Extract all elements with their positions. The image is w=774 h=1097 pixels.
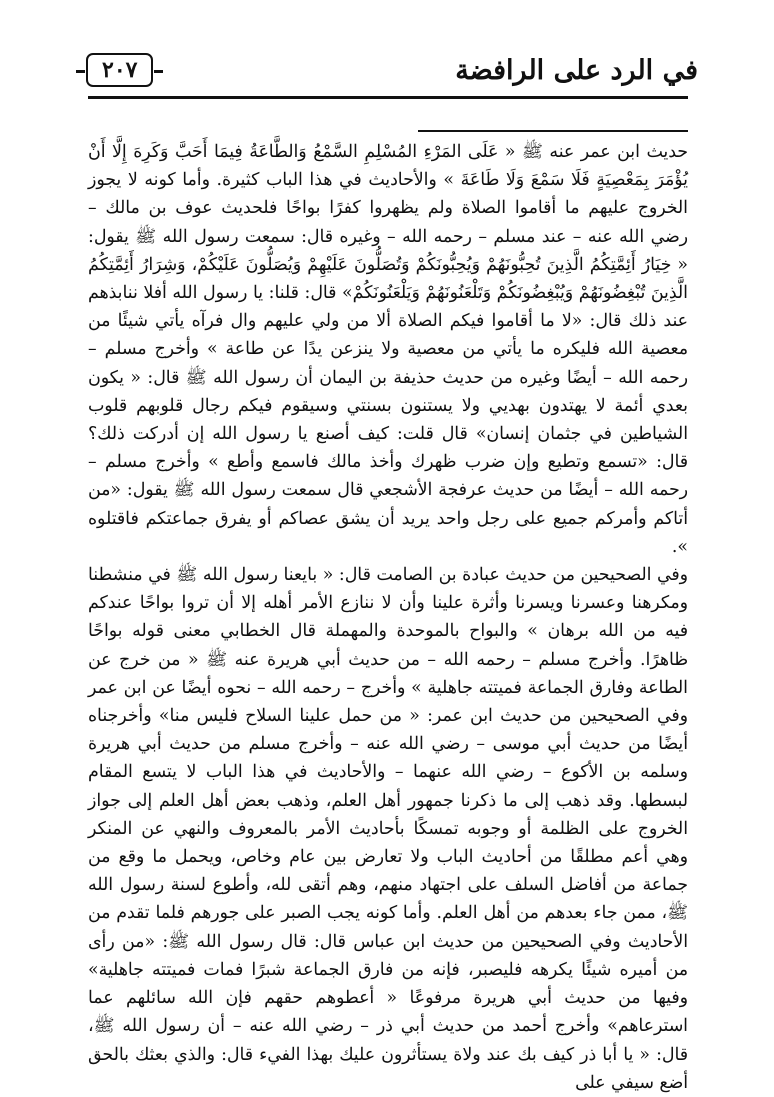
section-rule (418, 130, 688, 132)
page-number: ٢٠٧ (86, 53, 153, 87)
paragraph: وفي الصحيحين من حديث عبادة بن الصامت قال: « بايعنا رسول الله ﷺ في منشطنا ومكرهنا وعسرنا ويسرنا وأثرة علينا وأن لا ننازع الأمر أهله إلا أن تروا بواحًا عندكم فيه من الله برهان » والبواح بالموحدة والمهملة قال الخطابي معنى قوله بواحًا ظاهرًا. وأخرج مسلم – رحمه الله – من حديث أبي هريرة عنه ﷺ « من خرج عن الطاعة وفارق الجماعة فميتته جاهلية » وأخرج – رحمه الله – نحوه أيضًا عن ابن عمر وفي الصحيحين من حديث ابن عمر: « من حمل علينا السلاح فليس منا» وأخرجناه أيضًا من حديث أبي موسى – رضي الله عنه – وأخرج مسلم من حديث أبي هريرة وسلمه بن الأكوع – رضي الله عنهما – والأحاديث في هذا الباب لا يتسع المقام لبسطها. وقد ذهب إلى ما ذكرنا جمهور أهل العلم، وذهب بعض أهل العلم إلى جواز الخروج على الظلمة أو وجوبه تمسكًا بأحاديث الأمر بالمعروف والنهي عن المنكر وهي أعم مطلقًا من أحاديث الباب ولا تعارض بين عام وخاص، ويحمل ما وقع من جماعة من أفاضل السلف على اجتهاد منهم، وهم أتقى لله، وأطوع لسنة رسول الله ﷺ، ممن جاء بعدهم من أهل العلم. وأما كونه يجب الصبر على جورهم فلما تقدم من الأحاديث وفي الصحيحين من حديث ابن عباس قال: قال رسول الله ﷺ: «من رأى من أميره شيئًا يكرهه فليصبر، فإنه من فارق الجماعة شبرًا فمات فميتته جاهلية» وفيها من حديث أبي هريرة مرفوعًا « أعطوهم حقهم فإن الله سائلهم عما استرعاهم» وأخرج أحمد من حديث أبي ذر – رضي الله عنه – أن رسول الله ﷺ، قال: « يا أبا ذر كيف بك عند ولاة يستأثرون عليك بهذا الفيء قال: والذي بعثك بالحق أضع سيفي على (88, 565, 688, 1093)
running-title: في الرد على الرافضة (455, 54, 698, 86)
header-rule (88, 96, 688, 99)
page-header (86, 48, 698, 92)
paragraph: حديث ابن عمر عنه ﷺ « عَلَى المَرْءِ المُسْلِمِ السَّمْعُ وَالطَّاعَةُ فِيمَا أَحَبَّ وَكَرِهَ إِلَّا أَنْ يُؤْمَرَ بِمَعْصِيَةٍ فَلَا سَمْعَ وَلَا طَاعَةَ » والأحاديث في هذا الباب كثيرة. وأما كونه لا يجوز الخروج عليهم ما أقاموا الصلاة ولم يظهروا كفرًا بواحًا فلحديث عوف بن مالك – رضي الله عنه – عند مسلم – رحمه الله – وغيره قال: سمعت رسول الله ﷺ يقول: « خِيَارُ أَئِمَّتِكُمُ الَّذِينَ تُحِبُّونَهُمْ وَيُحِبُّونَكُمْ وَتُصَلُّونَ عَلَيْهِمْ وَيُصَلُّونَ عَلَيْكُمْ، وَشِرَارُ أَئِمَّتِكُمُ الَّذِينَ تُبْغِضُونَهُمْ وَيُبْغِضُونَكُمْ وَتَلْعَنُونَهُمْ وَيَلْعَنُونَكُمْ» قال: قلنا: يا رسول الله أفلا ننابذهم عند ذلك قال: «لا ما أقاموا فيكم الصلاة ألا من ولي عليهم وال فرآه يأتي شيئًا من معصية الله فليكره ما يأتي من معصية ولا ينزعن يدًا عن طاعة » وأخرج مسلم – رحمه الله – أيضًا وغيره من حديث حذيفة بن اليمان أن رسول الله ﷺ قال: « يكون بعدي أئمة لا يهتدون بهديي ولا يستنون بسنتي وسيقوم فيكم رجال قلوبهم قلوب الشياطين في جثمان إنسان» قال قلت: كيف أصنع يا رسول الله إن أدركت ذلك؟ قال: «تسمع وتطيع وإن ضرب ظهرك وأخذ مالك فاسمع وأطع » وأخرج مسلم – رحمه الله – أيضًا من حديث عرفجة الأشجعي قال سمعت رسول الله ﷺ يقول: «من أتاكم وأمركم جميع على رجل واحد يريد أن يشق عصاكم أو يفرق جماعتكم فاقتلوه ». (88, 142, 688, 557)
body-text (88, 138, 688, 1097)
